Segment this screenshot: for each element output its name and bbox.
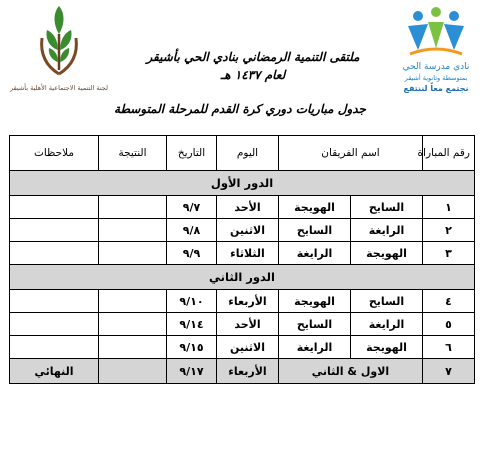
table-row [10,196,475,219]
committee-caption: لجنة التنمية الاجتماعية الأهلية بأشيقر [10,84,108,92]
header-day: اليوم [217,136,279,171]
team-2: السايح [279,219,351,242]
match-day: الأربعاء [217,290,279,313]
match-no: ٣ [423,242,475,265]
header-notes: ملاحظات [10,136,99,171]
page-subtitle: لعام ١٤٣٧ هـ [220,68,286,82]
match-no: ٤ [423,290,475,313]
club-school: بمتوسطة وثانوية أشيقر [404,74,468,82]
table-row [10,219,475,242]
match-date: ٩/١٥ [167,336,217,359]
match-result [99,242,167,265]
match-result [99,359,167,384]
table-row [10,290,475,313]
match-day: الاثنين [217,219,279,242]
match-no: ٦ [423,336,475,359]
match-no: ٧ [423,359,475,384]
header-date: التاريخ [167,136,217,171]
page-title: ملتقى التنمية الرمضاني بنادي الحي بأشيقر [146,50,360,64]
final-row [10,359,475,384]
committee-logo [8,4,110,100]
match-notes [10,196,99,219]
match-date: ٩/٨ [167,219,217,242]
team-2: الرايغة [279,336,351,359]
match-notes [10,336,99,359]
match-notes [10,313,99,336]
header-teams: اسم الفريقان [279,136,423,171]
match-date: ٩/١٤ [167,313,217,336]
round2-label: الدور الثاني [10,265,475,290]
people-logo-icon [404,4,468,60]
team-1: الرايغة [351,313,423,336]
match-result [99,290,167,313]
match-day: الأحد [217,196,279,219]
team-2: الرايغة [279,242,351,265]
match-day: الأحد [217,313,279,336]
club-slogan: نجتمع معاً لننتفع [403,84,469,93]
team-1: السايح [351,290,423,313]
match-no: ٢ [423,219,475,242]
table-header-row [10,136,475,171]
round1-label: الدور الأول [10,171,475,196]
match-no: ٥ [423,313,475,336]
final-teams: الاول & الثاني [279,359,423,384]
team-1: السايح [351,196,423,219]
round-row [10,265,475,290]
table-row [10,336,475,359]
table-title: جدول مباريات دوري كرة القدم للمرحلة المتوسطة [114,102,366,116]
team-1: الهويجة [351,242,423,265]
match-date: ٩/١٠ [167,290,217,313]
match-notes [10,219,99,242]
match-date: ٩/١٧ [167,359,217,384]
match-day: الأربعاء [217,359,279,384]
school-club-logo [396,4,476,100]
match-notes [10,242,99,265]
match-date: ٩/٩ [167,242,217,265]
match-result [99,219,167,242]
header-result: النتيجة [99,136,167,171]
header-match-no: رقم المباراة [423,136,475,171]
match-day: الثلاثاء [217,242,279,265]
club-name: نادي مدرسة الحي [402,62,470,72]
team-2: الهويجة [279,290,351,313]
match-notes [10,290,99,313]
match-result [99,196,167,219]
team-2: السايح [279,313,351,336]
table-row [10,242,475,265]
match-result [99,336,167,359]
match-notes: النهائي [10,359,99,384]
round-row [10,171,475,196]
match-result [99,313,167,336]
team-2: الهويجة [279,196,351,219]
team-1: الهويجة [351,336,423,359]
team-1: الرايغة [351,219,423,242]
match-date: ٩/٧ [167,196,217,219]
match-schedule-table [9,135,475,384]
table-row [10,313,475,336]
match-no: ١ [423,196,475,219]
match-day: الاثنين [217,336,279,359]
leaves-logo-icon [36,4,82,82]
